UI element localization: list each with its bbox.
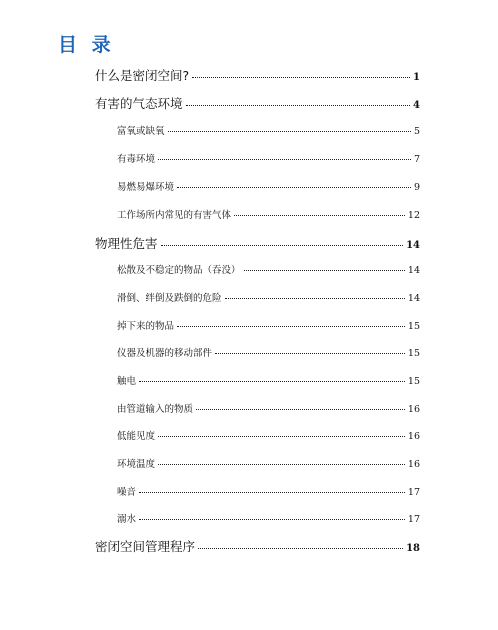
toc-entry-page: 14 (406, 240, 420, 251)
toc-dot-leader (186, 105, 411, 106)
toc-dot-leader (168, 131, 411, 132)
toc-entry-page: 14 (407, 265, 420, 276)
toc-entry-page: 1 (413, 72, 420, 83)
toc-subentry[interactable] (117, 290, 420, 304)
toc-entry-page: 16 (407, 459, 420, 470)
toc-entry-label: 由管道输入的物质 (117, 404, 194, 415)
toc-entry-label: 什么是密闭空间? (95, 68, 190, 83)
toc-dot-leader (196, 409, 405, 410)
toc-entry-label: 密闭空间管理程序 (95, 539, 196, 554)
toc-subentry[interactable] (117, 262, 420, 276)
toc-subentry[interactable] (117, 123, 420, 137)
toc-entry-page: 16 (407, 404, 420, 415)
toc-entry-page: 14 (407, 293, 420, 304)
toc-subentry[interactable] (117, 345, 420, 359)
toc-subentry[interactable] (117, 151, 420, 165)
toc-subentry[interactable] (117, 401, 420, 415)
toc-dot-leader (198, 548, 403, 549)
toc-entry-label: 松散及不稳定的物品（吞没） (117, 265, 241, 276)
toc-entry[interactable] (95, 66, 420, 84)
toc-subentry[interactable] (117, 511, 420, 525)
toc-entry-page: 15 (407, 321, 420, 332)
toc-entry-label: 低能见度 (117, 431, 156, 442)
toc-entry-page: 7 (413, 154, 420, 165)
toc-dot-leader (158, 159, 411, 160)
toc-subentry[interactable] (117, 179, 420, 193)
toc-entry[interactable] (95, 94, 420, 112)
toc-dot-leader (192, 77, 410, 78)
toc-entry-label: 富氧或缺氧 (117, 126, 165, 137)
toc-entry-page: 15 (407, 376, 420, 387)
toc-dot-leader (215, 353, 405, 354)
toc-dot-leader (225, 298, 405, 299)
toc-entry-page: 4 (413, 100, 420, 111)
toc-entry-label: 物理性危害 (95, 236, 158, 251)
toc-entry-label: 触电 (117, 376, 137, 387)
toc-subentry[interactable] (117, 207, 420, 221)
toc-entry-label: 掉下来的物品 (117, 321, 175, 332)
toc-dot-leader (244, 270, 405, 271)
toc-entry-page: 15 (407, 348, 420, 359)
toc-dot-leader (139, 492, 405, 493)
toc-dot-leader (158, 436, 405, 437)
toc-dot-leader (139, 381, 405, 382)
toc-entry-label: 噪音 (117, 487, 137, 498)
toc-entry-page: 12 (407, 210, 420, 221)
toc-entry-label: 滑倒、绊倒及跌倒的危险 (117, 293, 222, 304)
toc-entry-page: 17 (407, 514, 420, 525)
toc-subentry[interactable] (117, 373, 420, 387)
toc-entry-label: 溺水 (117, 514, 137, 525)
toc-dot-leader (139, 519, 405, 520)
toc-entry-label: 有毒环境 (117, 154, 156, 165)
toc-dot-leader (161, 245, 404, 246)
toc-entry-label: 易燃易爆环境 (117, 182, 175, 193)
toc-title: 目 录 (58, 34, 115, 56)
toc-entry-label: 工作场所内常见的有害气体 (117, 210, 232, 221)
toc-subentry[interactable] (117, 318, 420, 332)
toc-entry-label: 环境温度 (117, 459, 156, 470)
toc-dot-leader (177, 326, 405, 327)
toc-entry-page: 5 (413, 126, 420, 137)
toc-entry-page: 16 (407, 431, 420, 442)
toc-entry-page: 17 (407, 487, 420, 498)
toc-subentry[interactable] (117, 428, 420, 442)
toc-entry-page: 18 (406, 543, 420, 554)
toc-entry[interactable] (95, 537, 420, 555)
toc-entry-label: 有害的气态环境 (95, 96, 183, 111)
toc-subentry[interactable] (117, 456, 420, 470)
toc-entry-page: 9 (413, 182, 420, 193)
toc-dot-leader (234, 215, 405, 216)
toc-subentry[interactable] (117, 484, 420, 498)
toc-entry-label: 仪器及机器的移动部件 (117, 348, 213, 359)
toc-dot-leader (177, 187, 411, 188)
toc-dot-leader (158, 464, 405, 465)
toc-entry[interactable] (95, 234, 420, 252)
